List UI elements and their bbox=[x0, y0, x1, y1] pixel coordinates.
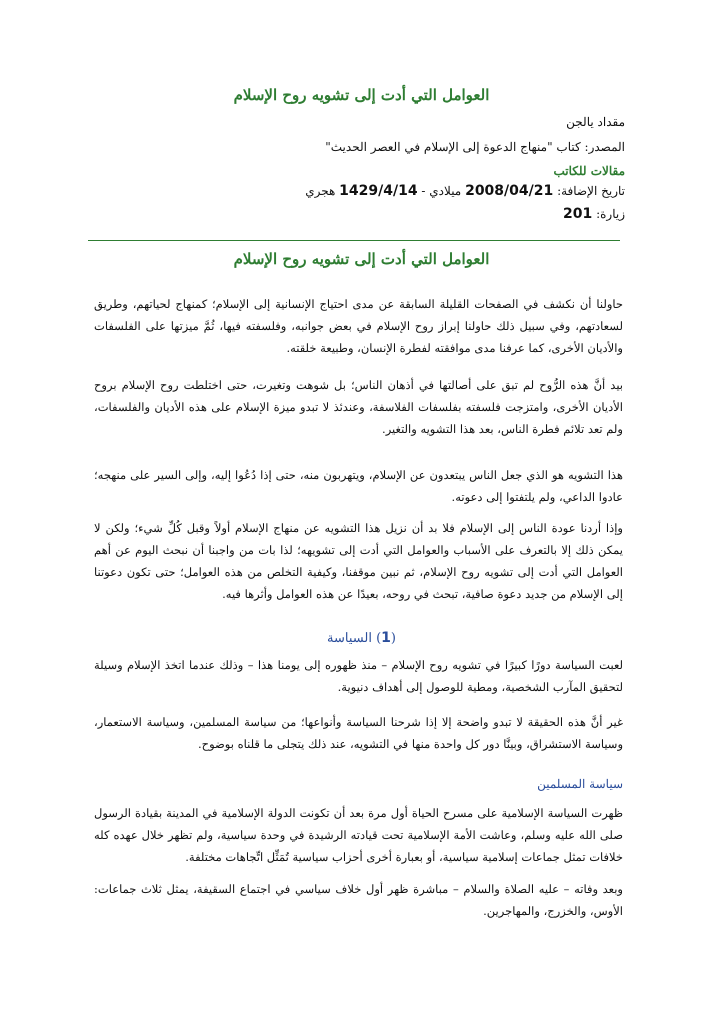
source-line: المصدر: كتاب "منهاج الدعوة إلى الإسلام في العصر الحديث" bbox=[325, 140, 625, 154]
date-gregorian: 2008/04/21 bbox=[465, 183, 554, 199]
paragraph: لعبت السياسة دورًا كبيرًا في تشويه روح الإسلام – منذ ظهوره إلى يومنا هذا – وذلك عندما اتخذ الإسلام وسيلة لتحقيق المآرب الشخصية، ومطية للوصول إلى أهداف دنيوية. bbox=[94, 658, 623, 694]
section-title: السياسة bbox=[327, 631, 372, 646]
article-title: العوامل التي أدت إلى تشويه روح الإسلام bbox=[233, 250, 490, 268]
paragraph: وإذا أردنا عودة الناس إلى الإسلام فلا بد أن نزيل هذا التشويه عن منهاج الإسلام أولاً وقبل كُلِّ شيء؛ ولكن لا يمكن ذلك إلا بالتعرف على الأسباب والعوامل التي أدت إلى تشويهه؛ لذا بات من واجبنا أن نبحث اليوم عن أهم العوامل التي أدت إلى تشويه روح الإسلام، ثم نبين موقفنا، وكيفية التخلص من هذه العوامل؛ حتى تكون دعوتنا إلى الإسلام من جديد دعوة صافية، تبحث في روحه، بعيدًا عن هذه العوامل وأثرها فيه. bbox=[94, 521, 623, 601]
subheading: سياسة المسلمين bbox=[537, 777, 623, 791]
document-top-title: العوامل التي أدت إلى تشويه روح الإسلام bbox=[233, 86, 490, 104]
author-name: مقداد يالجن bbox=[566, 115, 625, 129]
section-heading: (1) السياسة bbox=[327, 630, 396, 646]
paragraph: بيد أنَّ هذه الرُّوح لم تبق على أصالتها في أذهان الناس؛ بل شوهت وتغيرت، حتى اختلطت روح الإسلام بروح الأديان الأخرى، وامتزجت فلسفته بفلسفات الفلاسفة، وعندئذ لا تبدو ميزة الإسلام على هذه الأديان والفلسفات، ولم تعد تلائم فطرة الناس، بعد هذا التشويه والتغير. bbox=[94, 378, 623, 436]
date-line bbox=[95, 183, 625, 199]
date-label: تاريخ الإضافة: bbox=[557, 184, 625, 198]
paragraph: غير أنَّ هذه الحقيقة لا تبدو واضحة إلا إذا شرحنا السياسة وأنواعها؛ من سياسة المسلمين، وسياسة الاستعمار، وسياسة الاستشراق، وبينَّا دور كل واحدة منها في التشويه، عند ذلك يتجلى ما قلناه بوضوح. bbox=[94, 715, 623, 751]
title-divider bbox=[88, 240, 620, 241]
date-hijri: 1429/4/14 bbox=[339, 183, 418, 199]
section-number: 1 bbox=[381, 630, 391, 646]
category-link[interactable]: مقالات للكاتب bbox=[553, 164, 625, 178]
paragraph: ظهرت السياسة الإسلامية على مسرح الحياة أول مرة بعد أن تكونت الدولة الإسلامية في المدينة بقيادة الرسول صلى الله عليه وسلم، وعاشت الأمة الإسلامية تحت قيادته الرشيدة في وحدة سياسية، ولم تظهر خلال عهده كله خلافات تمثل جماعات إسلامية سياسية، أو بعبارة أخرى أحزاب سياسية تُمَثِّل اتِّجاهات مختلفة. bbox=[94, 806, 623, 864]
visits-label: زيارة: bbox=[596, 207, 625, 221]
visits-count: 201 bbox=[563, 206, 593, 222]
date-gregorian-suffix: ميلادي - bbox=[421, 184, 462, 198]
paragraph: وبعد وفاته – عليه الصلاة والسلام – مباشرة ظهر أول خلاف سياسي في اجتماع السقيفة، يمثل ثلاث جماعات: الأوس، والخزرج، والمهاجرين. bbox=[94, 882, 623, 918]
visits-line bbox=[95, 206, 625, 222]
date-hijri-suffix: هجري bbox=[305, 184, 336, 198]
paragraph: حاولنا أن نكشف في الصفحات القليلة السابقة عن مدى احتياج الإنسانية إلى الإسلام؛ كمنهاج لحياتهم، وطريق لسعادتهم، وفي سبيل ذلك حاولنا إبراز روح الإسلام في بعض جوانبه، وفلسفته فيها، ثُمَّ ميزتها على الفلسفات والأديان الأخرى، كما عرفنا مدى موافقته لفطرة الإنسان، وطبيعة خلقته. bbox=[94, 297, 623, 355]
paragraph: هذا التشويه هو الذي جعل الناس يبتعدون عن الإسلام، ويتهربون منه، حتى إذا دُعُوا إليه، وإلى السير على منهجه؛ عادوا الداعي، ولم يلتفتوا إلى دعوته. bbox=[94, 468, 623, 504]
